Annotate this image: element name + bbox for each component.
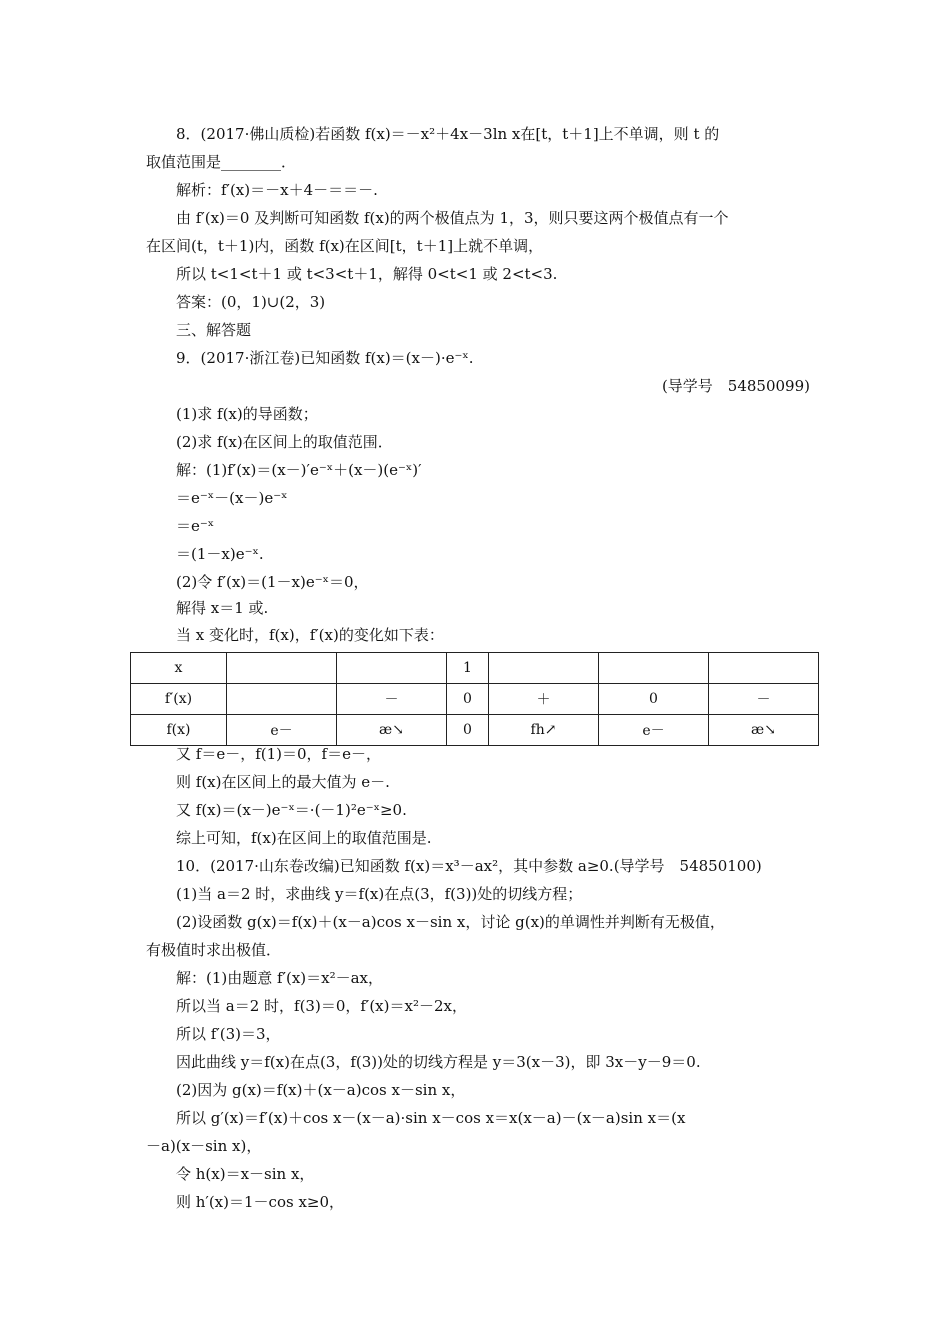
table-cell: e－ — [227, 715, 337, 746]
q8-stem: 8．(2017·佛山质检)若函数 f(x)＝－x²＋4x－3ln x在[t，t＋1]上不单调，则 t 的 — [176, 125, 720, 143]
table-row — [131, 653, 819, 684]
table-cell — [227, 684, 337, 715]
q10-solution-line: 因此曲线 y＝f(x)在点(3，f(3))处的切线方程是 y＝3(x－3)，即 3x－y－9＝0. — [176, 1053, 701, 1071]
q9-part2: (2)求 f(x)在区间上的取值范围． — [176, 433, 393, 451]
q8-analysis-line: 所以 t<1<t＋1 或 t<3<t＋1，解得 0<t<1 或 2<t<3. — [176, 265, 558, 283]
q10-solution-line: 解：(1)由题意 f′(x)＝x²－ax， — [176, 969, 384, 987]
section-heading: 三、解答题 — [176, 321, 252, 339]
q10-stem: 10．(2017·山东卷改编)已知函数 f(x)＝x³－ax²，其中参数 a≥0.(导学号 54850100) — [176, 857, 762, 875]
q8-analysis-line: 在区间(t，t＋1)内，函数 f(x)在区间[t，t＋1]上就不单调， — [146, 237, 544, 255]
table-row — [131, 715, 819, 746]
q8-stem-cont: 取值范围是________． — [146, 153, 297, 171]
q9-solution-line: ＝e⁻ˣ－(x－)e⁻ˣ — [176, 489, 288, 507]
table-cell — [227, 653, 337, 684]
q10-solution-line: 所以 g′(x)＝f′(x)＋cos x－(x－a)·sin x－cos x＝x(x－a)－(x－a)sin x＝(x — [176, 1109, 686, 1127]
table-cell: x — [131, 653, 227, 684]
table-cell: f(x) — [131, 715, 227, 746]
q10-part2-cont: 有极值时求出极值． — [146, 941, 282, 959]
q10-solution-line: 所以 f′(3)＝3， — [176, 1025, 281, 1043]
q10-solution-line: (2)因为 g(x)＝f(x)＋(x－a)cos x－sin x， — [176, 1081, 466, 1099]
q9-solution-line: ＝e⁻ˣ — [176, 517, 215, 535]
table-cell: e－ — [599, 715, 709, 746]
table-cell — [337, 653, 447, 684]
q10-part1: (1)当 a＝2 时，求曲线 y＝f(x)在点(3，f(3))处的切线方程； — [176, 885, 583, 903]
table-cell: － — [709, 684, 819, 715]
q10-solution-line: 则 h′(x)＝1－cos x≥0， — [176, 1193, 345, 1211]
table-cell: 0 — [447, 715, 489, 746]
table-cell: æ↘ — [337, 715, 447, 746]
table-cell — [709, 653, 819, 684]
q9-solution-line: 又 f＝e－，f(1)＝0，f＝e－， — [176, 745, 381, 763]
q9-solution-line: 又 f(x)＝(x－)e⁻ˣ＝·(－1)²e⁻ˣ≥0. — [176, 801, 407, 819]
q8-analysis: 解析：f′(x)＝－x＋4－＝＝－. — [176, 181, 378, 199]
q9-stem: 9．(2017·浙江卷)已知函数 f(x)＝(x－)·e⁻ˣ. — [176, 349, 474, 367]
table-cell: － — [337, 684, 447, 715]
q8-answer: 答案：(0，1)∪(2，3) — [176, 293, 326, 311]
table-row — [131, 684, 819, 715]
table-cell: 1 — [447, 653, 489, 684]
q8-analysis-line: 由 f′(x)＝0 及判断可知函数 f(x)的两个极值点为 1，3，则只要这两个极值点有一个 — [176, 209, 729, 227]
q10-part2: (2)设函数 g(x)＝f(x)＋(x－a)cos x－sin x，讨论 g(x)的单调性并判断有无极值， — [176, 913, 725, 931]
table-cell: æ↘ — [709, 715, 819, 746]
q9-table-intro: 当 x 变化时，f(x)，f′(x)的变化如下表： — [176, 626, 444, 644]
table-cell: 0 — [599, 684, 709, 715]
table-cell: 0 — [447, 684, 489, 715]
variation-table — [130, 652, 819, 746]
q9-ref-number: (导学号 54850099) — [661, 377, 810, 395]
table-cell — [489, 653, 599, 684]
table-cell: ＋ — [489, 684, 599, 715]
q10-solution-line: －a)(x－sin x)， — [146, 1137, 262, 1155]
q10-solution-line: 令 h(x)＝x－sin x， — [176, 1165, 315, 1183]
q9-solution-line: ＝(1－x)e⁻ˣ. — [176, 545, 264, 563]
q9-solution-line: 解：(1)f′(x)＝(x－)′e⁻ˣ＋(x－)(e⁻ˣ)′ — [176, 461, 422, 479]
q9-solution-line: (2)令 f′(x)＝(1－x)e⁻ˣ＝0， — [176, 573, 369, 591]
q9-part1: (1)求 f(x)的导函数； — [176, 405, 318, 423]
table-cell: fh↗ — [489, 715, 599, 746]
q10-solution-line: 所以当 a＝2 时，f(3)＝0，f′(x)＝x²－2x， — [176, 997, 467, 1015]
q9-solution-line: 则 f(x)在区间上的最大值为 e－. — [176, 773, 390, 791]
q9-solution-line: 解得 x＝1 或. — [176, 599, 269, 617]
table-cell: f′(x) — [131, 684, 227, 715]
table-cell — [599, 653, 709, 684]
q9-conclusion: 综上可知，f(x)在区间上的取值范围是. — [176, 829, 432, 847]
